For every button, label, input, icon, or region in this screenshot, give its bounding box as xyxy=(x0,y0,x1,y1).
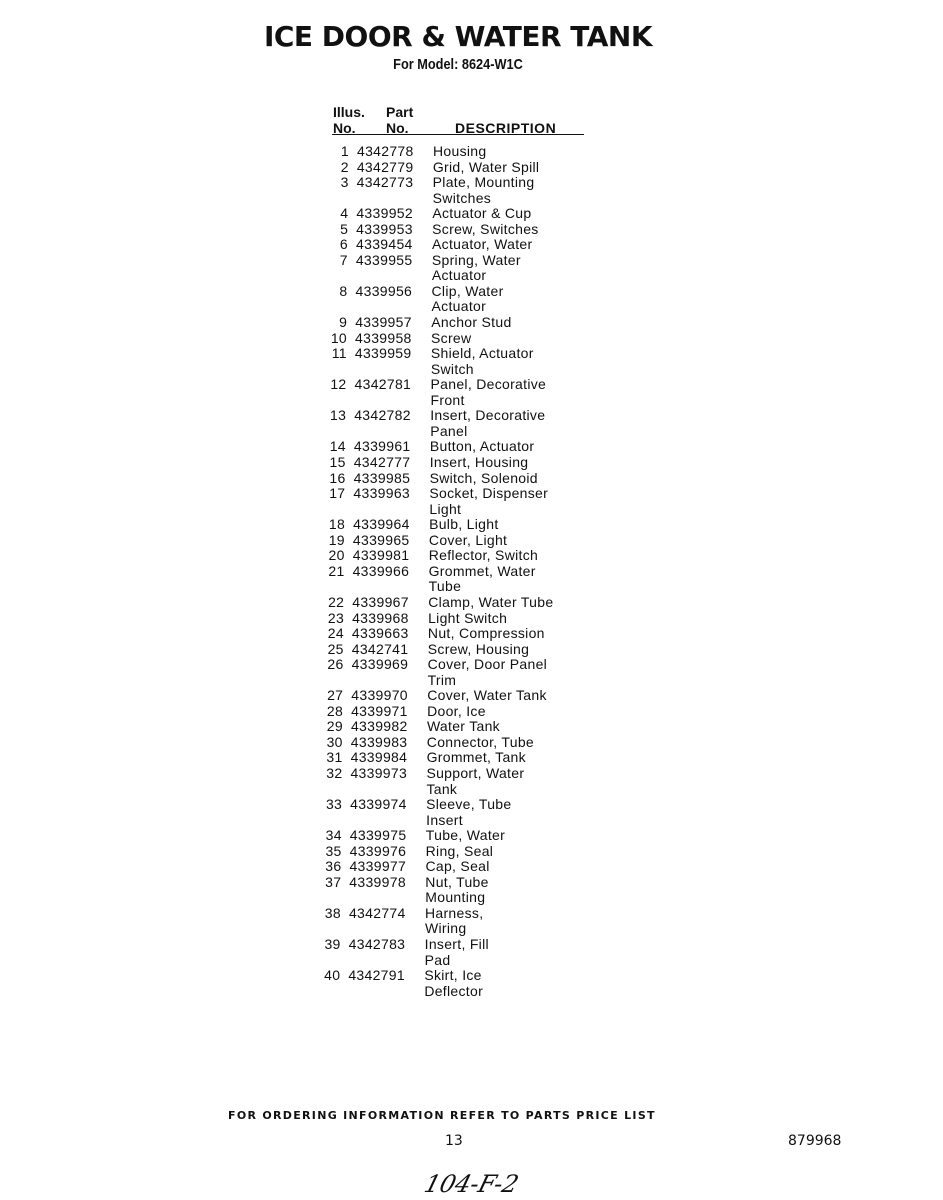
part-number: 4339981 xyxy=(352,547,410,564)
part-number: 4339983 xyxy=(350,733,408,750)
part-description xyxy=(432,284,504,315)
part-description xyxy=(427,719,500,735)
part-number: 4339982 xyxy=(350,718,408,735)
description-line: Light xyxy=(429,500,462,517)
part-description xyxy=(428,657,548,688)
illus-number: 16 xyxy=(329,469,346,486)
part-header-line2: No. xyxy=(386,120,409,136)
description-line: Plate, Mounting xyxy=(432,174,535,191)
description-line: Screw, Switches xyxy=(432,220,539,237)
description-line: Connector, Tube xyxy=(426,733,535,750)
part-description xyxy=(428,642,529,658)
part-description xyxy=(428,611,507,627)
part-number: 4339971 xyxy=(351,702,408,719)
illus-number: 26 xyxy=(327,656,344,673)
description-line: Screw, Housing xyxy=(427,640,530,657)
description-line: Cover, Door Panel xyxy=(427,656,548,673)
illus-number: 24 xyxy=(327,625,344,642)
illus-number: 19 xyxy=(328,531,345,548)
part-number: 4342779 xyxy=(356,158,414,175)
description-line: Reflector, Switch xyxy=(428,547,539,564)
part-number: 4339958 xyxy=(355,329,412,346)
illus-number: 27 xyxy=(327,687,344,704)
part-number: 4342782 xyxy=(354,407,411,424)
part-description xyxy=(431,346,534,377)
description-line: Tube xyxy=(428,578,462,595)
description-line: Wiring xyxy=(424,920,467,937)
part-number: 4339974 xyxy=(350,796,407,813)
part-description xyxy=(429,533,507,549)
illus-number: 20 xyxy=(328,547,345,564)
description-line: Nut, Compression xyxy=(427,625,545,642)
illus-number: 14 xyxy=(329,438,346,455)
document-code: 879968 xyxy=(788,1133,842,1149)
model-subtitle: For Model: 8624-W1C xyxy=(393,56,523,73)
part-number: 4342777 xyxy=(353,454,411,470)
illus-number: 29 xyxy=(326,718,343,735)
description-line: Grid, Water Spill xyxy=(432,158,540,175)
part-description xyxy=(432,237,532,253)
part-description xyxy=(429,486,548,517)
illus-number: 8 xyxy=(339,282,348,299)
illus-number: 11 xyxy=(331,345,347,362)
description-line: Ring, Seal xyxy=(425,842,494,859)
description-line: Front xyxy=(430,391,465,408)
part-number: 4339965 xyxy=(352,531,410,548)
description-line: Sleeve, Tube xyxy=(426,796,512,813)
description-line: Skirt, Ice xyxy=(424,967,482,984)
illus-number: 30 xyxy=(326,733,343,750)
part-number: 4339976 xyxy=(349,842,407,859)
description-line: Harness, xyxy=(424,904,484,921)
illus-number: 28 xyxy=(326,702,344,719)
part-description xyxy=(432,206,531,222)
description-line: Grommet, Tank xyxy=(426,749,526,766)
illus-number: 36 xyxy=(325,858,342,875)
part-description xyxy=(427,750,526,766)
description-line: Actuator, Water xyxy=(432,236,533,253)
illus-number: 38 xyxy=(324,904,341,921)
part-description xyxy=(427,735,534,751)
description-line: Button, Actuator xyxy=(429,438,535,455)
part-description xyxy=(433,160,540,176)
handwritten-note: 104-F-2 xyxy=(421,1170,522,1198)
part-number: 4342791 xyxy=(348,967,405,984)
description-line: Insert, Housing xyxy=(429,454,529,470)
part-description xyxy=(425,906,483,937)
illus-number: 25 xyxy=(327,640,344,657)
illus-number: 31 xyxy=(326,749,343,766)
page-number: 13 xyxy=(445,1133,463,1149)
illus-number: 9 xyxy=(339,314,348,331)
part-description xyxy=(426,797,511,828)
part-description xyxy=(425,937,489,968)
part-number: 4339964 xyxy=(353,516,410,533)
description-line: Cap, Seal xyxy=(425,858,490,875)
illus-number: 34 xyxy=(325,827,342,844)
description-line: Clip, Water xyxy=(431,282,504,299)
description-line: Shield, Actuator xyxy=(430,345,534,362)
description-line: Switches xyxy=(432,189,492,206)
illus-number: 4 xyxy=(340,205,349,222)
illus-number: 17 xyxy=(329,485,346,502)
description-line: Socket, Dispenser xyxy=(429,485,549,502)
illus-number: 5 xyxy=(340,220,349,237)
part-number: 4342741 xyxy=(351,640,409,657)
part-number: 4339963 xyxy=(353,485,410,502)
illus-no-header xyxy=(333,104,365,136)
part-description xyxy=(430,408,545,439)
part-description xyxy=(429,517,498,533)
part-number: 4339968 xyxy=(352,609,409,626)
part-number: 4339969 xyxy=(351,656,409,673)
description-line: Panel xyxy=(430,422,468,439)
description-line: Anchor Stud xyxy=(431,314,512,331)
description-line: Grommet, Water xyxy=(428,562,536,579)
illus-number: 3 xyxy=(340,174,349,191)
part-description xyxy=(433,144,486,160)
part-description xyxy=(426,828,505,844)
part-description xyxy=(427,688,546,704)
illus-number: 33 xyxy=(325,796,343,813)
illus-number: 7 xyxy=(339,251,348,268)
description-line: Nut, Tube xyxy=(425,873,489,890)
part-description xyxy=(430,439,534,455)
description-header: DESCRIPTION xyxy=(455,120,557,136)
illus-number: 35 xyxy=(325,842,342,859)
description-line: Tube, Water xyxy=(425,827,506,844)
part-number: 4342773 xyxy=(356,174,414,191)
illus-number: 2 xyxy=(340,158,349,175)
part-description xyxy=(426,766,524,797)
description-line: Clamp, Water Tube xyxy=(428,593,554,610)
description-line: Water Tank xyxy=(426,718,500,735)
part-number: 4339953 xyxy=(356,220,413,237)
description-line: Actuator xyxy=(431,298,487,315)
part-number: 4342781 xyxy=(354,376,412,393)
description-line: Switch xyxy=(430,360,474,377)
illus-header-line1: Illus. xyxy=(333,104,365,120)
description-line: Light Switch xyxy=(428,609,508,626)
part-number: 4339975 xyxy=(349,827,407,844)
part-description xyxy=(433,175,535,206)
part-number: 4339985 xyxy=(353,469,411,486)
description-line: Pad xyxy=(424,951,451,968)
description-line: Mounting xyxy=(425,889,486,906)
description-line: Panel, Decorative xyxy=(430,376,547,393)
part-description xyxy=(424,968,483,999)
part-number: 4342774 xyxy=(348,904,406,921)
illus-number: 18 xyxy=(328,516,346,533)
part-number: 4339663 xyxy=(351,625,409,642)
part-number: 4339977 xyxy=(349,858,407,875)
illus-number: 21 xyxy=(328,562,345,579)
description-line: Actuator & Cup xyxy=(432,205,532,222)
part-number: 4339952 xyxy=(356,205,413,222)
part-description xyxy=(426,844,494,860)
description-line: Switch, Solenoid xyxy=(429,469,538,486)
part-description xyxy=(425,875,488,906)
description-line: Cover, Water Tank xyxy=(427,687,547,704)
part-number: 4339973 xyxy=(350,765,408,781)
description-line: Actuator xyxy=(431,267,487,284)
illus-number: 6 xyxy=(339,236,349,253)
part-description xyxy=(432,222,538,238)
part-number: 4339454 xyxy=(356,236,413,253)
part-description xyxy=(428,626,545,642)
illus-number: 12 xyxy=(330,376,347,393)
part-description xyxy=(427,704,486,720)
header-rule xyxy=(332,134,584,135)
part-number: 4342778 xyxy=(357,143,414,159)
part-number: 4339978 xyxy=(349,873,406,890)
ordering-note: FOR ORDERING INFORMATION REFER TO PARTS PRICE LIST xyxy=(228,1109,656,1122)
part-description xyxy=(425,859,489,875)
part-number: 4339959 xyxy=(354,345,412,362)
illus-header-line2: No. xyxy=(333,120,356,136)
description-line: Cover, Light xyxy=(428,531,508,548)
part-description xyxy=(431,331,471,347)
illus-number: 32 xyxy=(326,765,343,781)
part-description xyxy=(429,564,536,595)
part-number: 4339956 xyxy=(355,282,413,299)
illus-number: 1 xyxy=(340,143,349,159)
page-title: ICE DOOR & WATER TANK xyxy=(263,20,653,53)
illus-number: 23 xyxy=(327,609,345,626)
illus-number: 13 xyxy=(330,407,347,424)
description-line: Bulb, Light xyxy=(429,516,499,533)
description-line: Tank xyxy=(426,780,458,797)
part-description xyxy=(431,377,547,408)
illus-number: 40 xyxy=(324,967,341,984)
description-line: Trim xyxy=(427,671,457,688)
part-description xyxy=(429,548,538,564)
description-line: Spring, Water xyxy=(431,251,521,268)
part-description xyxy=(430,471,538,487)
description-line: Door, Ice xyxy=(427,702,486,719)
description-line: Screw xyxy=(431,329,472,346)
description-line: Insert, Decorative xyxy=(430,407,546,424)
description-line: Insert, Fill xyxy=(424,936,489,953)
part-description xyxy=(432,253,521,284)
illus-number: 10 xyxy=(330,329,348,346)
part-number: 4339984 xyxy=(350,749,408,766)
illus-number: 39 xyxy=(324,936,341,953)
part-number: 4339955 xyxy=(355,251,413,268)
part-header-line1: Part xyxy=(386,104,414,120)
part-description xyxy=(431,315,511,331)
part-description xyxy=(430,455,529,471)
illus-number: 37 xyxy=(325,873,342,890)
part-number: 4339970 xyxy=(351,687,408,704)
part-number: 4342783 xyxy=(348,936,406,953)
part-number: 4339961 xyxy=(353,438,411,455)
illus-number: 22 xyxy=(328,593,345,610)
description-line: Housing xyxy=(433,143,487,159)
description-line: Insert xyxy=(426,811,463,828)
part-number: 4339957 xyxy=(355,314,412,331)
illus-number: 15 xyxy=(329,454,346,470)
description-line: Support, Water xyxy=(426,765,525,781)
part-number: 4339967 xyxy=(352,593,409,610)
part-description xyxy=(428,595,553,611)
description-line: Deflector xyxy=(424,982,484,999)
part-no-header xyxy=(386,104,413,136)
part-number: 4339966 xyxy=(352,562,410,579)
